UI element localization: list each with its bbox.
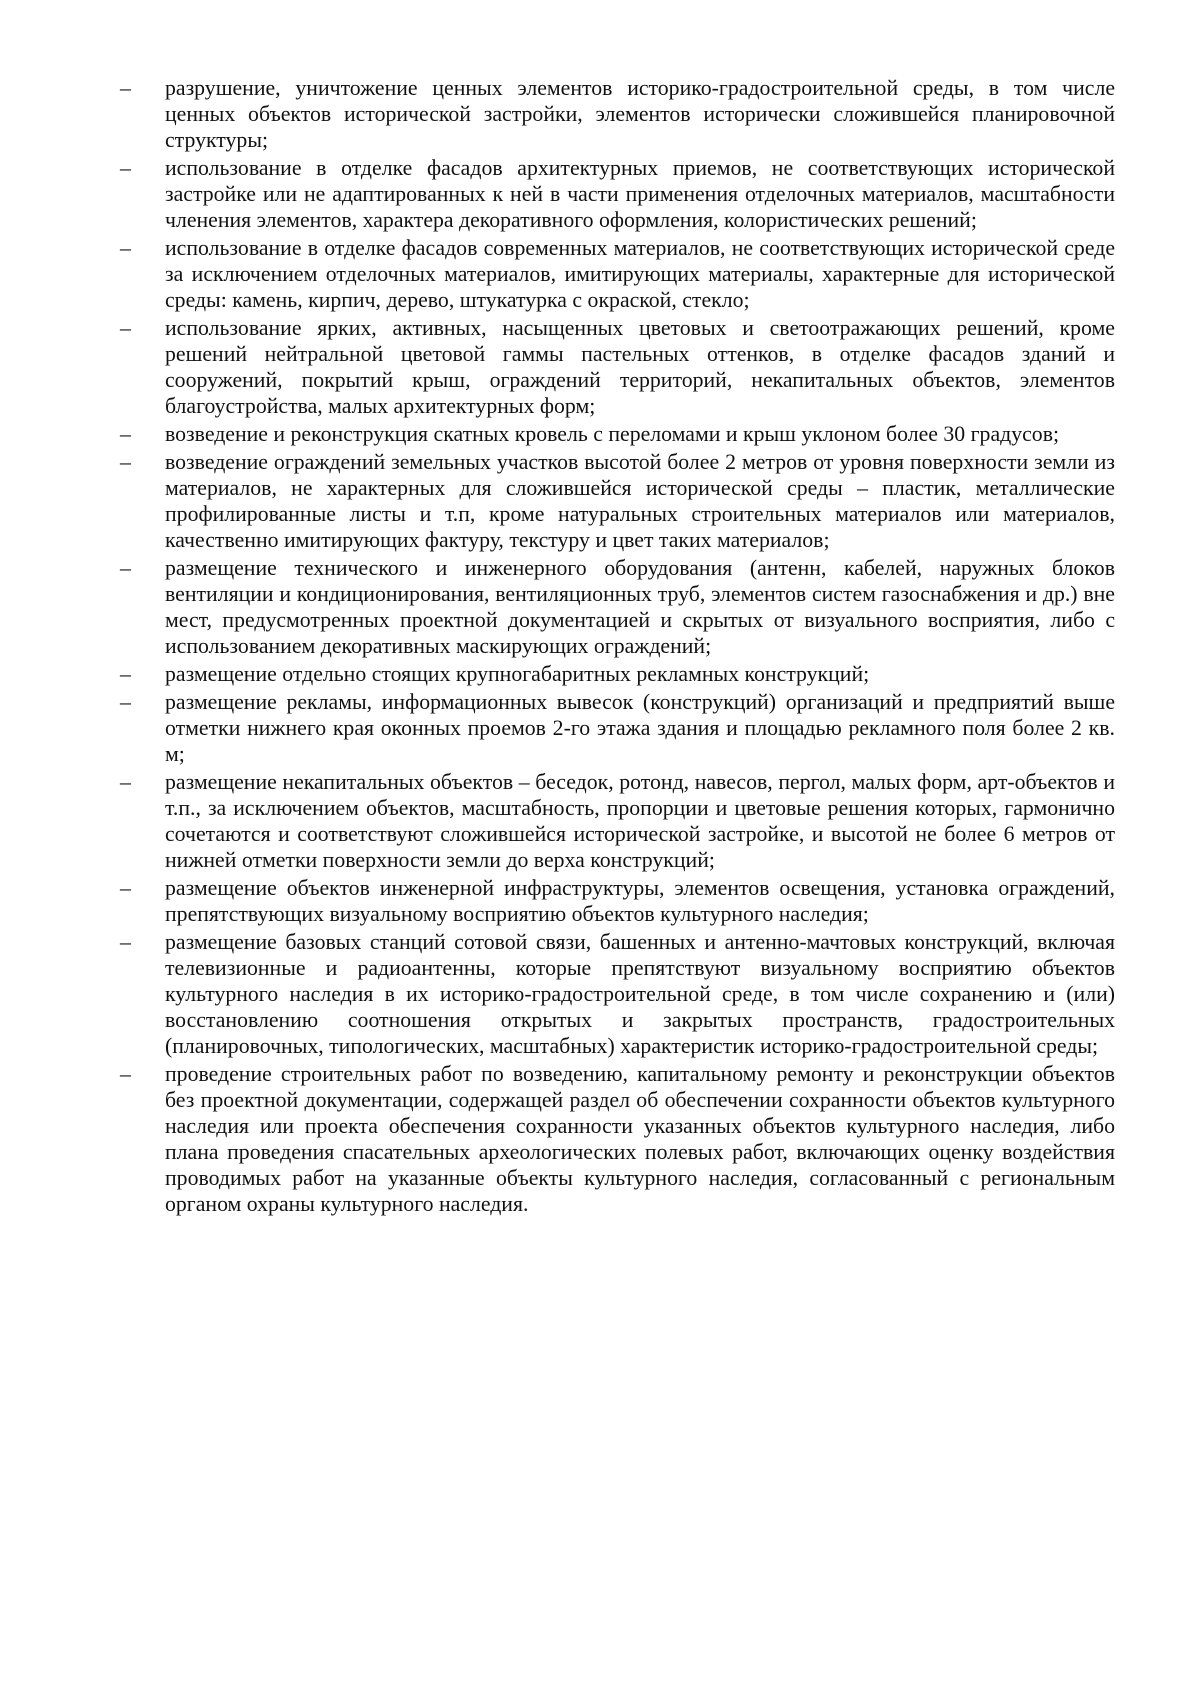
bullet-dash: – <box>120 422 131 446</box>
bullet-dash: – <box>120 236 131 260</box>
bullet-dash: – <box>120 316 131 340</box>
bullet-dash: – <box>120 450 131 474</box>
bullet-dash: – <box>120 770 131 794</box>
list-item <box>120 661 1115 687</box>
bullet-dash: – <box>120 76 131 100</box>
list-item <box>120 235 1115 313</box>
list-item <box>120 75 1115 153</box>
list-item-text: размещение технического и инженерного оборудования (антенн, кабелей, наружных блоков вентиляции и кондиционирования, вентиляционных труб, элементов систем газоснабжения и др.) вне мест, предусмотренных проектной документацией и скрытых от визуального восприятия, либо с использованием декоративных маскирующих ограждений; <box>165 556 1115 658</box>
list-item <box>120 1061 1115 1217</box>
list-item-text: возведение и реконструкция скатных кровель с переломами и крыш уклоном более 30 градусов; <box>165 422 1060 446</box>
list-item-text: размещение базовых станций сотовой связи, башенных и антенно-мачтовых конструкций, включая телевизионные и радиоантенны, которые препятствуют визуальному восприятию объектов культурного наследия в их историко-градостроительной среде, в том числе сохранению и (или) восстановлению соотношения открытых и закрытых пространств, градостроительных (планировочных, типологических, масштабных) характеристик историко-градостроительной среды; <box>165 930 1115 1058</box>
list-item <box>120 689 1115 767</box>
list-item-text: проведение строительных работ по возведению, капитальному ремонту и реконструкции объектов без проектной документации, содержащей раздел об обеспечении сохранности объектов культурного наследия или проекта обеспечения сохранности указанных объектов культурного наследия, либо плана проведения спасательных археологических полевых работ, включающих оценку воздействия проводимых работ на указанные объекты культурного наследия, согласованный с региональным органом охраны культурного наследия. <box>165 1062 1115 1216</box>
list-item <box>120 155 1115 233</box>
list-item-text: размещение рекламы, информационных вывесок (конструкций) организаций и предприятий выше отметки нижнего края оконных проемов 2-го этажа здания и площадью рекламного поля более 2 кв. м; <box>165 690 1115 766</box>
list-item <box>120 449 1115 553</box>
list-item-text: использование ярких, активных, насыщенных цветовых и светоотражающих решений, кроме решений нейтральной цветовой гаммы пастельных оттенков, в отделке фасадов зданий и сооружений, покрытий крыш, ограждений территорий, некапитальных объектов, элементов благоустройства, малых архитектурных форм; <box>165 316 1115 418</box>
list-item <box>120 929 1115 1059</box>
list-item <box>120 315 1115 419</box>
list-item-text: размещение некапитальных объектов – беседок, ротонд, навесов, пергол, малых форм, арт-объектов и т.п., за исключением объектов, масштабность, пропорции и цветовые решения которых, гармонично сочетаются и соответствуют сложившейся исторической застройке, и высотой не более 6 метров от нижней отметки поверхности земли до верха конструкций; <box>165 770 1115 872</box>
list-item-text: использование в отделке фасадов архитектурных приемов, не соответствующих исторической застройке или не адаптированных к ней в части применения отделочных материалов, масштабности членения элементов, характера декоративного оформления, колористических решений; <box>165 156 1115 232</box>
list-item-text: разрушение, уничтожение ценных элементов историко-градостроительной среды, в том числе ценных объектов исторической застройки, элементов исторически сложившейся планировочной структуры; <box>165 76 1115 152</box>
bullet-dash: – <box>120 156 131 180</box>
list-item-text: размещение отдельно стоящих крупногабаритных рекламных конструкций; <box>165 662 870 686</box>
bullet-dash: – <box>120 662 131 686</box>
list-item-text: использование в отделке фасадов современных материалов, не соответствующих исторической среде за исключением отделочных материалов, имитирующих материалы, характерные для исторической среды: камень, кирпич, дерево, штукатурка с окраской, стекло; <box>165 236 1115 312</box>
list-item <box>120 875 1115 927</box>
list-item-text: возведение ограждений земельных участков высотой более 2 метров от уровня поверхности земли из материалов, не характерных для сложившейся исторической среды – пластик, металлические профилированные листы и т.п, кроме натуральных строительных материалов или материалов, качественно имитирующих фактуру, текстуру и цвет таких материалов; <box>165 450 1115 552</box>
bullet-dash: – <box>120 556 131 580</box>
list-item <box>120 769 1115 873</box>
bullet-dash: – <box>120 1062 131 1086</box>
list-item <box>120 555 1115 659</box>
bullet-dash: – <box>120 876 131 900</box>
bullet-dash: – <box>120 690 131 714</box>
bullet-dash: – <box>120 930 131 954</box>
restrictions-list <box>120 75 1115 1217</box>
list-item <box>120 421 1115 447</box>
list-item-text: размещение объектов инженерной инфраструктуры, элементов освещения, установка ограждений, препятствующих визуальному восприятию объектов культурного наследия; <box>165 876 1115 926</box>
